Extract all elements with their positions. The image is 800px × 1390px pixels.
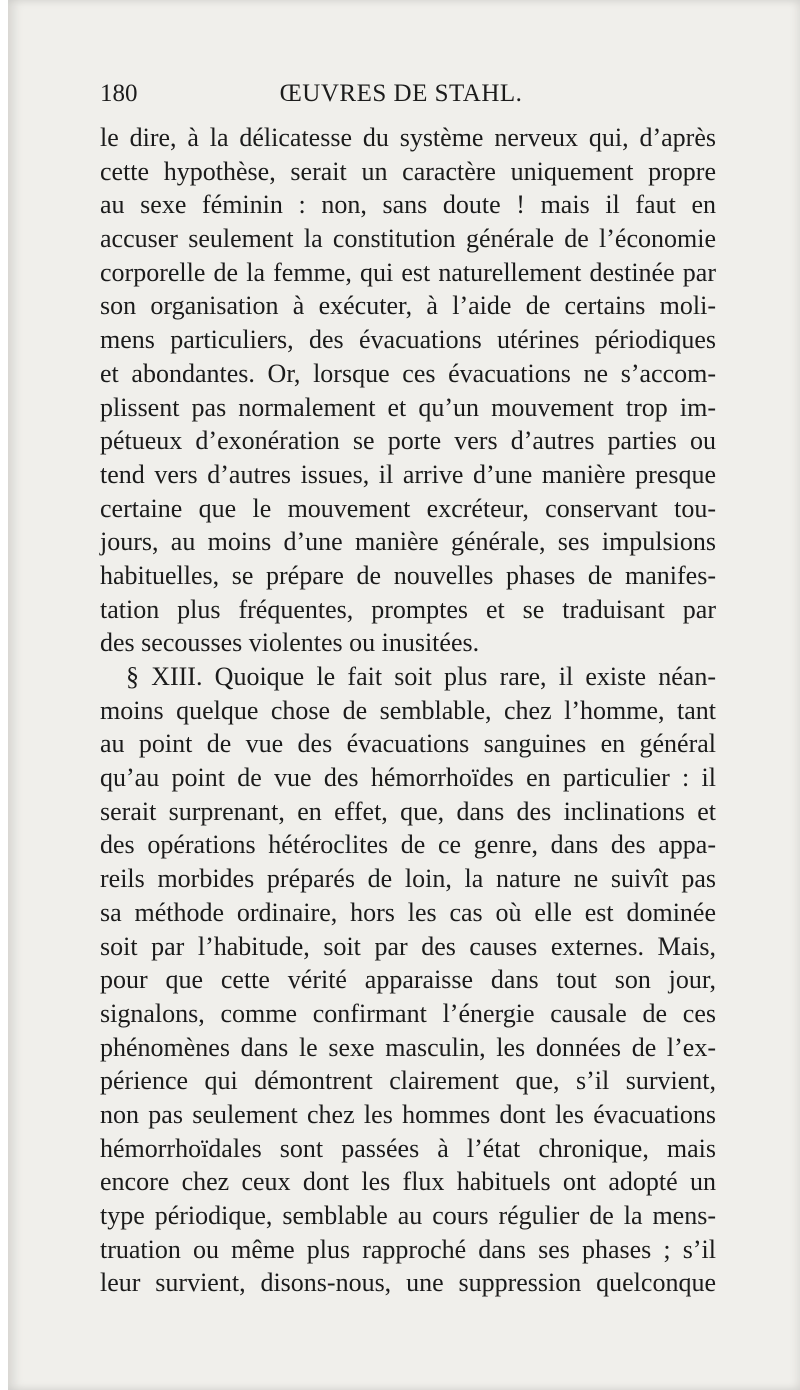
text-line: tation plus fréquentes, promptes et se traduisant par bbox=[100, 594, 716, 624]
text-line: mens particuliers, des évacuations utérines périodiques bbox=[100, 325, 716, 355]
text-line: cette hypothèse, serait un caractère uniquement propre bbox=[100, 156, 716, 186]
text-line: jours, au moins d’une manière générale, ses impulsions bbox=[100, 527, 716, 557]
text-line: tend vers d’autres issues, il arrive d’une manière presque bbox=[100, 459, 716, 489]
text-line: serait surprenant, en effet, que, dans des inclinations et bbox=[100, 796, 716, 826]
text-line: qu’au point de vue des hémorrhoïdes en particulier : il bbox=[100, 763, 716, 793]
book-page bbox=[8, 0, 800, 1390]
text-line: des secousses violentes ou inusitées. bbox=[100, 628, 480, 658]
text-line: type périodique, semblable au cours régulier de la mens- bbox=[100, 1201, 716, 1230]
text-line: accuser seulement la constitution générale de l’économie bbox=[100, 224, 716, 254]
text-line: leur survient, disons-nous, une suppression quelconque bbox=[100, 1268, 716, 1298]
text-line: truation ou même plus rapproché dans ses phases ; s’il bbox=[100, 1234, 716, 1264]
text-line: sa méthode ordinaire, hors les cas où elle est dominée bbox=[100, 897, 716, 927]
text-line: pétueux d’exonération se porte vers d’autres parties ou bbox=[100, 426, 716, 456]
page-header bbox=[100, 80, 702, 116]
text-line: son organisation à exécuter, à l’aide de certains moli- bbox=[100, 291, 716, 321]
text-line: pour que cette vérité apparaisse dans tout son jour, bbox=[100, 965, 716, 995]
text-line: au sexe féminin : non, sans doute ! mais il faut en bbox=[100, 190, 716, 220]
text-line: phénomènes dans le sexe masculin, les données de l’ex- bbox=[100, 1032, 716, 1062]
paragraph bbox=[100, 121, 716, 660]
text-line: et abondantes. Or, lorsque ces évacuations ne s’accom- bbox=[100, 358, 716, 388]
text-line: au point de vue des évacuations sanguines en général bbox=[100, 729, 716, 759]
text-line: encore chez ceux dont les flux habituels ont adopté un bbox=[100, 1167, 716, 1197]
text-line: reils morbides préparés de loin, la nature ne suivît pas bbox=[100, 864, 716, 894]
text-line: corporelle de la femme, qui est naturellement destinée par bbox=[100, 257, 716, 287]
running-title: ŒUVRES DE STAHL. bbox=[279, 80, 523, 107]
text-line: signalons, comme confirmant l’énergie causale de ces bbox=[100, 998, 716, 1028]
text-line: moins quelque chose de semblable, chez l’homme, tant bbox=[100, 695, 716, 725]
text-line: périence qui démontrent clairement que, s’il survient, bbox=[100, 1066, 716, 1096]
body-text bbox=[100, 121, 716, 1300]
paragraph bbox=[100, 660, 716, 1300]
text-line: certaine que le mouvement excréteur, conservant tou- bbox=[100, 493, 716, 523]
text-line: habituelles, se prépare de nouvelles phases de manifes- bbox=[100, 560, 716, 590]
text-line: hémorrhoïdales sont passées à l’état chronique, mais bbox=[100, 1133, 716, 1163]
page-number: 180 bbox=[100, 80, 138, 107]
text-line: § XIII. Quoique le fait soit plus rare, il existe néan- bbox=[126, 662, 716, 691]
text-line: plissent pas normalement et qu’un mouvement trop im- bbox=[100, 392, 716, 422]
text-line: le dire, à la délicatesse du système nerveux qui, d’après bbox=[100, 123, 716, 152]
text-line: soit par l’habitude, soit par des causes externes. Mais, bbox=[100, 931, 716, 961]
text-line: des opérations hétéroclites de ce genre, dans des appa- bbox=[100, 830, 716, 860]
text-line: non pas seulement chez les hommes dont les évacuations bbox=[100, 1099, 716, 1129]
